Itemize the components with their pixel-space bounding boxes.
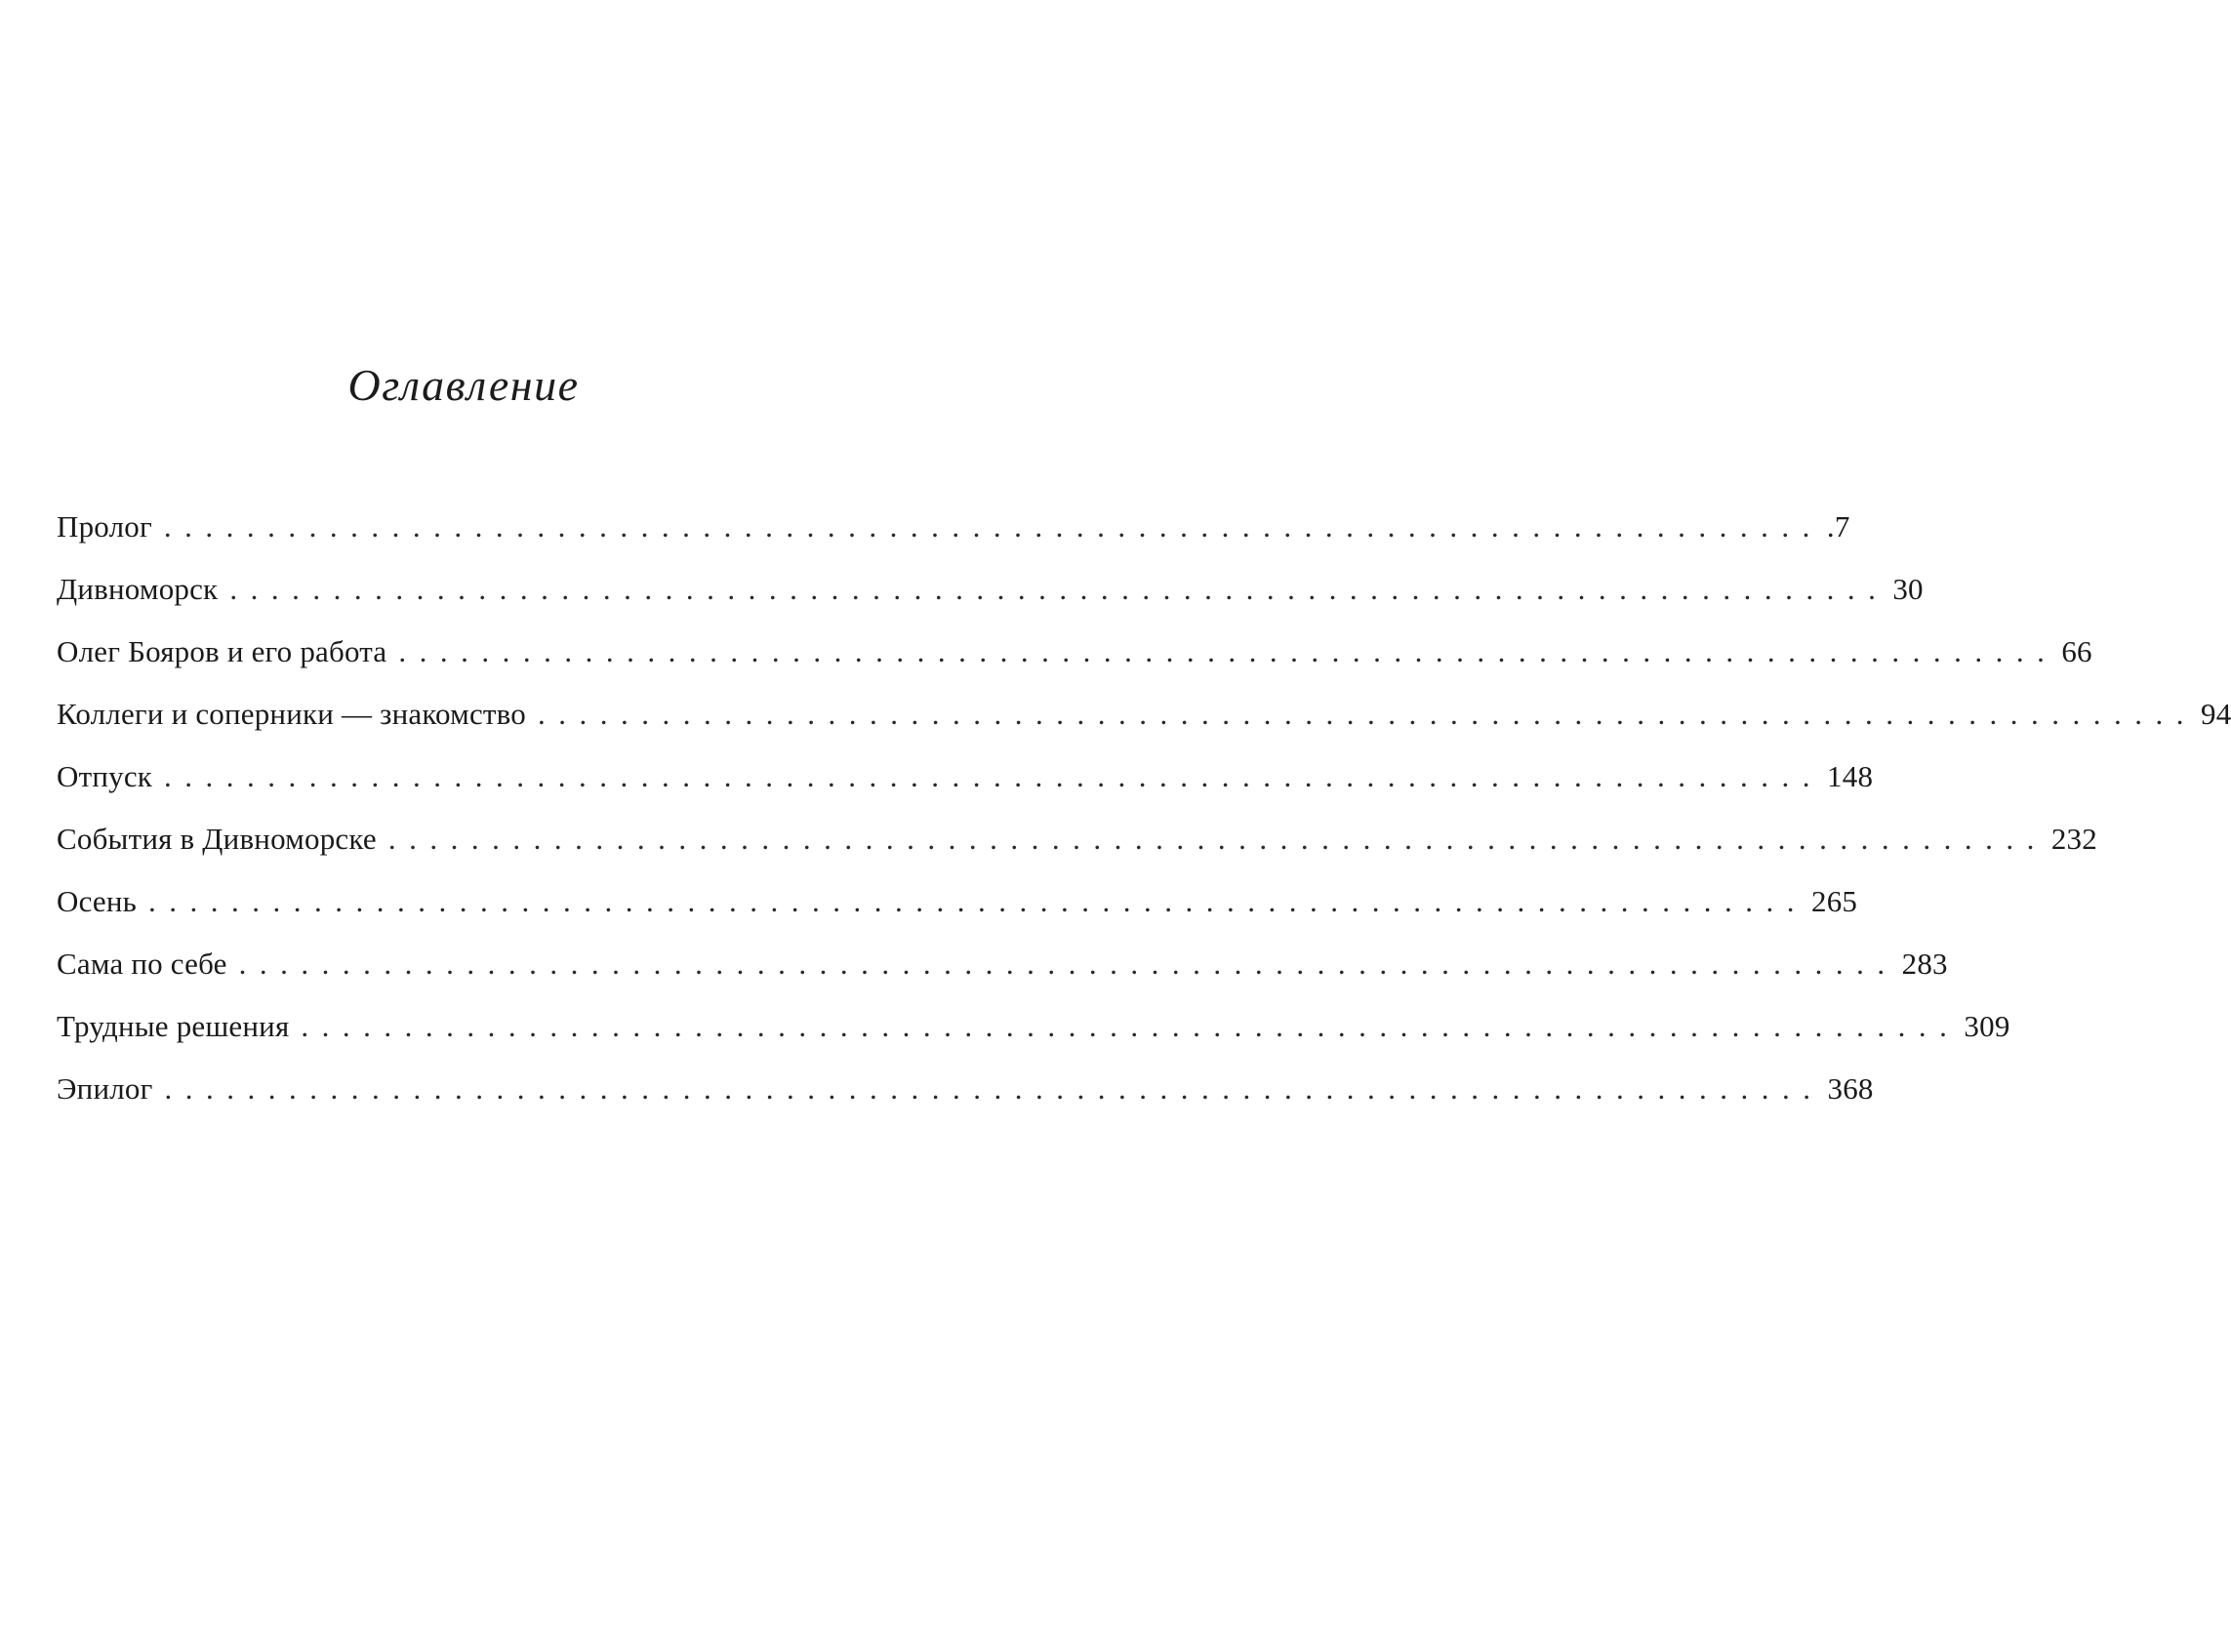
toc-dot-leader: ................................................................................ (164, 759, 1824, 793)
toc-entry-title: Дивноморск (57, 572, 219, 606)
toc-list (57, 507, 2231, 1132)
toc-entry (57, 1007, 2010, 1069)
toc-entry-title: Пролог (57, 509, 152, 544)
toc-dot-leader: ................................................................................ (387, 822, 2048, 856)
toc-entry-title: Отпуск (57, 759, 153, 793)
toc-entry-title: Олег Бояров и его работа (57, 634, 387, 668)
toc-title: Оглавление (347, 360, 580, 410)
toc-entry (57, 945, 1948, 1007)
toc-dot-leader: ................................................................................ (229, 572, 1889, 606)
toc-entry (57, 507, 1850, 570)
toc-page-number: 309 (1964, 1009, 2010, 1043)
toc-page-number: 283 (1901, 947, 1948, 981)
toc-dot-leader: ................................................................................ (163, 509, 1823, 544)
toc-page-number: .7 (1826, 509, 1850, 544)
toc-entry (57, 695, 2231, 757)
toc-entry-title: Эпилог (57, 1071, 153, 1106)
toc-entry-title: События в Дивноморске (57, 822, 377, 856)
toc-entry-title: Осень (57, 884, 138, 918)
toc-page-number: 368 (1827, 1071, 1874, 1106)
toc-entry (57, 570, 1924, 632)
toc-page-number: 30 (1892, 572, 1924, 606)
toc-entry (57, 820, 2097, 882)
toc-entry (57, 757, 1874, 820)
toc-dot-leader: ................................................................................ (538, 697, 2197, 731)
toc-dot-leader: ................................................................................ (238, 947, 1898, 981)
toc-page-number: 232 (2050, 822, 2097, 856)
toc-dot-leader: ................................................................................ (164, 1071, 1824, 1106)
toc-entry-title: Коллеги и соперники — знакомство (57, 697, 526, 731)
toc-dot-leader: ................................................................................ (398, 634, 2058, 668)
toc-entry-title: Трудные решения (57, 1009, 290, 1043)
toc-entry (57, 882, 1858, 945)
toc-dot-leader: ................................................................................ (148, 884, 1808, 918)
toc-entry (57, 632, 2092, 695)
toc-entry (57, 1069, 1874, 1132)
toc-entry-title: Сама по себе (57, 947, 227, 981)
toc-page-number: 265 (1811, 884, 1858, 918)
toc-page-number: 94 (2201, 697, 2231, 731)
toc-page-number: 66 (2061, 634, 2092, 668)
toc-page-number: 148 (1827, 759, 1874, 793)
toc-dot-leader: ................................................................................ (301, 1009, 1961, 1043)
